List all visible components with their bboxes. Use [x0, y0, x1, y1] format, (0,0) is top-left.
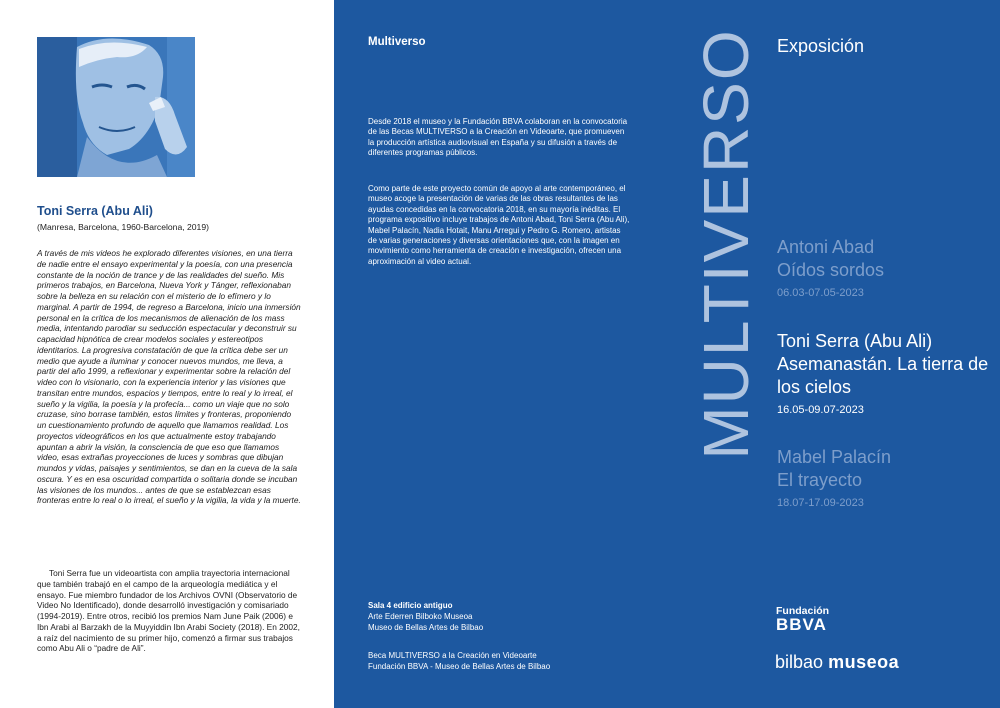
exhibition-heading: Exposición	[777, 36, 865, 56]
show-artist: Toni Serra (Abu Ali)	[777, 331, 933, 351]
artist-portrait-image	[37, 37, 195, 177]
artist-dates: (Manresa, Barcelona, 1960-Barcelona, 2019)	[37, 222, 209, 232]
artist-statement: A través de mis videos he explorado diferentes visiones, en una tierra de nadie entre el ensayo experimental y la poesía, con una presencia constante de la noción de trance y de las realidades del sueño. Mis primeros trabajos, en Barcelona, Nueva York y Tánger, reflexionaban sobre la belleza en su relación con el misterio de lo efímero y lo marginal. A partir de 1994, de regreso a Barcelona, inicio una inmersión personal en la crítica de los mecanismos de alienación de los mass media, intentando parodiar su seducción espectacular y deconstruir su capacidad hipnótica de crear modelos sociales y estereotipos identitarios. La progresiva constatación de que la crítica debe ser un medio que ayude a iluminar y conocer nuevos mundos, me lleva, a partir del año 1999, a reflexionar y experimentar sobre la relación del video con lo visionario, con la experiencia interior y las visiones que transitan entre mundos, espacios y tiempos, entre lo real y lo irreal, el sueño y la vigilia, la poesía y la profecía... como un viaje que no solo cruzase, sino borrase también, estos límites y fronteras, proponiendo un cuestionamiento profundo de aquello que llamamos realidad. Los proyectos videográficos en los que actualmente estoy trabajando apuntan a abrir la visión, la consciencia de que eso que llamamos video, esas extrañas proyecciones de luces y sombras que dibujan mundos y vidas, paisajes y sentimientos, se dan en la cueva de la sala oscura. Y es en esa oscuridad compartida o solitaria donde se incuban las visiones de los mundos... antes de que se establezcan esas fronteras entre lo real o lo irreal, el sueño y la vigilia, la vida y la muerte.	[37, 248, 301, 506]
bbva-label: BBVA	[776, 615, 827, 634]
bilbao-label: bilbao	[775, 652, 824, 672]
fundacion-label: Fundación	[776, 605, 830, 617]
show-dates: 18.07-17.09-2023	[777, 497, 864, 509]
section-title: Multiverso	[368, 36, 426, 48]
left-panel	[0, 0, 334, 708]
show-antoni-abad	[777, 236, 992, 299]
program-paragraph: Como parte de este proyecto común de apoyo al arte contemporáneo, el museo acoge la presentación de varias de las obras resultantes de las ayudas concedidas en la convocatoria 2018, en su mayoría inéditas. El programa expositivo incluye trabajos de Antoni Abad, Toni Serra (Abu Ali), Mabel Palacín, Nadia Hotait, Manu Arregui y Pedro G. Romero, artistas de varias generaciones y diversas orientaciones que, con la imagen en movimiento como herramienta de creación e investigación, ofrecen una aproximación al video actual.	[368, 184, 630, 266]
venue-name-spanish: Museo de Bellas Artes de Bilbao	[368, 623, 484, 632]
artist-biography: Toni Serra fue un videoartista con amplia trayectoria internacional que también trabajó en el campo de la arqueología mediática y el ensayo. Fue miembro fundador de los Archivos OVNI (Observatorio de Video No Identificado), donde desarrolló investigación y comisariado (1994-2019). Entre otros, recibió los premios Nam June Paik (2006) e Ibn Arabi al Barzakh de la Muyyiddin Ibn Arabi Society (2018). En 2002, a raíz del nacimiento de su primer hijo, comenzó a firmar sus trabajos como Abu Ali o “padre de Ali”.	[37, 568, 300, 654]
museoa-label: museoa	[828, 652, 900, 672]
show-artist: Mabel Palacín	[777, 447, 892, 467]
fundacion-bbva-logo	[776, 604, 829, 632]
vertical-title	[686, 28, 766, 460]
blue-panel	[334, 0, 1000, 708]
grant-name: Beca MULTIVERSO a la Creación en Videoarte	[368, 651, 537, 660]
vertical-title-text: MULTIVERSO	[690, 28, 762, 460]
show-work: El trayecto	[777, 470, 863, 490]
grant-organizers: Fundación BBVA - Museo de Bellas Artes de Bilbao	[368, 662, 551, 671]
show-dates: 16.05-09.07-2023	[777, 404, 864, 416]
intro-paragraph: Desde 2018 el museo y la Fundación BBVA colaboran en la convocatoria de las Becas MULTIVERSO a la Creación en Videoarte, que promueven la producción artística audiovisual en España y su difusión a través de diferentes programas públicos.	[368, 117, 628, 158]
show-artist: Antoni Abad	[777, 237, 875, 257]
venue-info	[368, 600, 483, 633]
grant-info	[368, 650, 550, 672]
venue-name-basque: Arte Ederren Bilboko Museoa	[368, 612, 473, 621]
show-toni-serra	[777, 330, 992, 416]
show-work: Asemanastán. La tierra de los cielos	[777, 354, 989, 397]
bilbao-museoa-logo	[775, 652, 899, 673]
artist-name: Toni Serra (Abu Ali)	[37, 204, 153, 218]
venue-room: Sala 4 edificio antiguo	[368, 601, 453, 610]
show-work: Oídos sordos	[777, 260, 885, 280]
show-mabel-palacin	[777, 446, 992, 509]
artist-photo	[37, 37, 195, 177]
show-dates: 06.03-07.05-2023	[777, 287, 864, 299]
